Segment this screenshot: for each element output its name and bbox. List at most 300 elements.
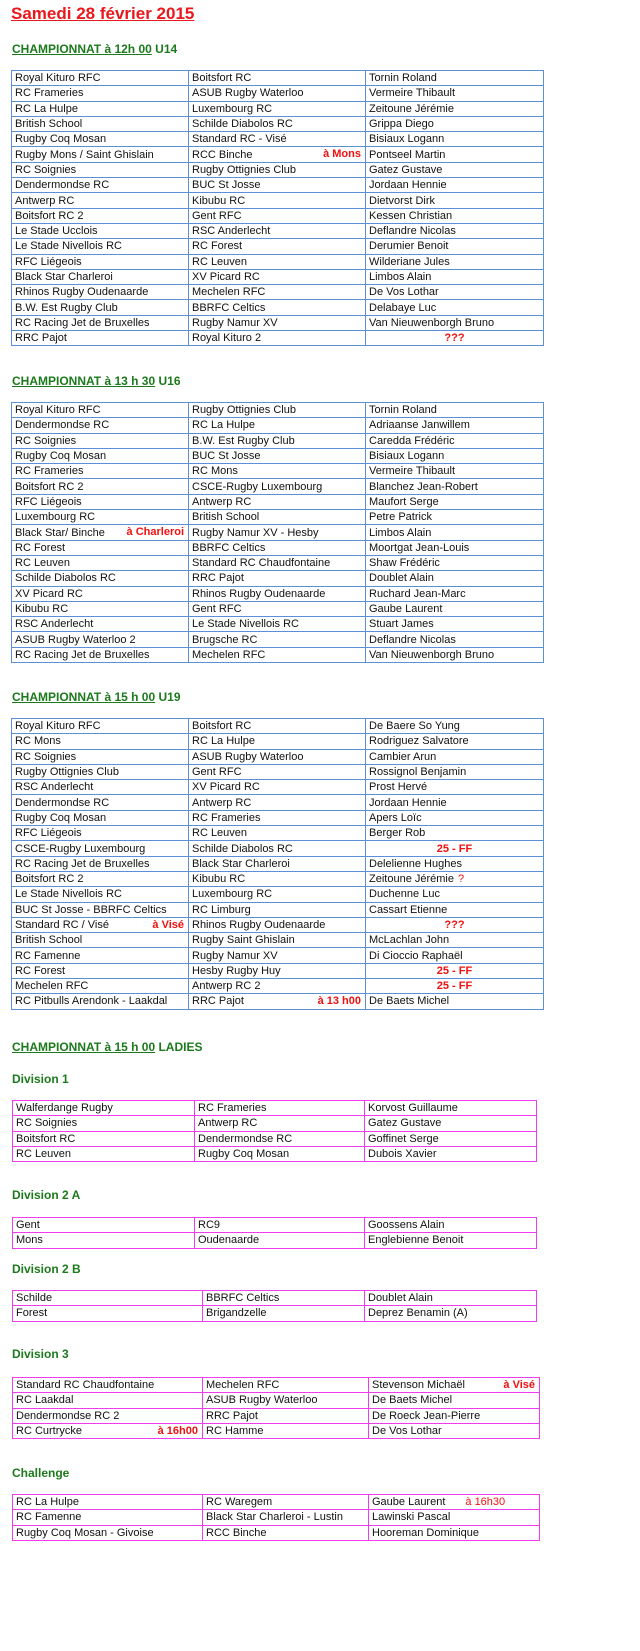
away-team-cell: BUC St Josse <box>189 178 366 193</box>
table-row <box>12 239 544 254</box>
match-table <box>12 1494 540 1541</box>
referee-cell: Doublet Alain <box>366 571 544 586</box>
away-team-cell: XV Picard RC <box>189 780 366 795</box>
referee-cell: Ruchard Jean-Marc <box>366 586 544 601</box>
home-team-cell: Royal Kituro RFC <box>12 403 189 418</box>
referee-cell: Hooreman Dominique <box>369 1525 540 1540</box>
table-row <box>12 780 544 795</box>
home-team-cell: RC Racing Jet de Bruxelles <box>12 856 189 871</box>
home-team-cell: Antwerp RC <box>12 193 189 208</box>
home-team-cell: Le Stade Ucclois <box>12 223 189 238</box>
home-team-cell: ASUB Rugby Waterloo 2 <box>12 632 189 647</box>
home-team-cell: RC Forest <box>12 540 189 555</box>
table-row <box>12 719 544 734</box>
referee-cell: Korvost Guillaume <box>365 1101 537 1116</box>
home-team-cell: Royal Kituro RFC <box>12 71 189 86</box>
referee-cell: Maufort Serge <box>366 494 544 509</box>
table-row <box>12 917 544 932</box>
home-team-cell: Schilde <box>13 1291 203 1306</box>
table-row <box>12 617 544 632</box>
home-team-cell <box>12 525 189 540</box>
table-row <box>12 948 544 963</box>
match-table <box>12 1290 537 1322</box>
away-team-cell: RC Frameries <box>189 810 366 825</box>
home-team-cell: Royal Kituro RFC <box>12 719 189 734</box>
table-row <box>12 116 544 131</box>
away-team-cell: Mechelen RFC <box>203 1378 369 1393</box>
referee-cell: Vermeire Thibault <box>366 464 544 479</box>
section-heading <box>12 690 181 704</box>
referee-cell: McLachlan John <box>366 933 544 948</box>
cell-text: Standard RC / Visé <box>15 919 109 931</box>
referee-cell: Delabaye Luc <box>366 300 544 315</box>
home-team-cell: RC Laakdal <box>13 1393 203 1408</box>
away-team-cell: BUC St Josse <box>189 448 366 463</box>
table-row <box>12 826 544 841</box>
table-row <box>12 525 544 540</box>
away-team-cell: ASUB Rugby Waterloo <box>189 86 366 101</box>
home-team-cell: RC La Hulpe <box>13 1495 203 1510</box>
referee-cell: Petre Patrick <box>366 510 544 525</box>
heading-category: U16 <box>155 374 181 388</box>
referee-cell: Kessen Christian <box>366 208 544 223</box>
away-team-cell: Rhinos Rugby Oudenaarde <box>189 917 366 932</box>
home-team-cell: Mechelen RFC <box>12 979 189 994</box>
referee-cell: Wilderiane Jules <box>366 254 544 269</box>
home-team-cell: Le Stade Nivellois RC <box>12 239 189 254</box>
away-team-cell: RC Hamme <box>203 1423 369 1438</box>
referee-cell: Prost Hervé <box>366 780 544 795</box>
away-team-cell: Kibubu RC <box>189 871 366 886</box>
table-row <box>13 1131 537 1146</box>
away-team-cell: Rugby Namur XV - Hesby <box>189 525 366 540</box>
referee-cell: De Baets Michel <box>366 994 544 1009</box>
home-team-cell: RC Leuven <box>12 555 189 570</box>
away-team-cell: Rugby Saint Ghislain <box>189 933 366 948</box>
away-team-cell: Le Stade Nivellois RC <box>189 617 366 632</box>
away-team-cell: RRC Pajot <box>189 571 366 586</box>
away-team-cell: RC9 <box>195 1218 365 1233</box>
table-row <box>12 193 544 208</box>
referee-cell: Apers Loïc <box>366 810 544 825</box>
away-team-cell: RC La Hulpe <box>189 418 366 433</box>
away-team-cell: Schilde Diabolos RC <box>189 841 366 856</box>
table-row <box>12 132 544 147</box>
referee-cell: Jordaan Hennie <box>366 178 544 193</box>
home-team-cell: Boitsfort RC 2 <box>12 208 189 223</box>
table-row <box>12 601 544 616</box>
table-row <box>12 285 544 300</box>
referee-cell: Limbos Alain <box>366 269 544 284</box>
red-note: à Visé <box>152 918 184 931</box>
referee-cell: Van Nieuwenborgh Bruno <box>366 315 544 330</box>
heading-category: U19 <box>155 690 181 704</box>
away-team-cell: Black Star Charleroi <box>189 856 366 871</box>
division-heading: Challenge <box>12 1466 70 1480</box>
table-row <box>12 223 544 238</box>
home-team-cell: Kibubu RC <box>12 601 189 616</box>
away-team-cell: Antwerp RC <box>189 494 366 509</box>
heading-time: CHAMPIONNAT à 12h 00 <box>12 42 152 56</box>
away-team-cell: RC Forest <box>189 239 366 254</box>
table-row <box>12 403 544 418</box>
home-team-cell: Dendermondse RC <box>12 178 189 193</box>
table-row <box>12 586 544 601</box>
table-row <box>13 1233 537 1248</box>
table-row <box>13 1116 537 1131</box>
division-heading: Division 3 <box>12 1347 69 1361</box>
referee-cell: Dubois Xavier <box>365 1146 537 1161</box>
home-team-cell: Rugby Coq Mosan - Givoise <box>13 1525 203 1540</box>
home-team-cell: Mons <box>13 1233 195 1248</box>
match-table <box>12 1217 537 1249</box>
away-team-cell: Rugby Ottignies Club <box>189 403 366 418</box>
away-team-cell: Kibubu RC <box>189 193 366 208</box>
away-team-cell: Hesby Rugby Huy <box>189 963 366 978</box>
away-team-cell: Rugby Coq Mosan <box>195 1146 365 1161</box>
red-note: à Visé <box>503 1379 535 1391</box>
away-team-cell: Brugsche RC <box>189 632 366 647</box>
away-team-cell: RC Leuven <box>189 826 366 841</box>
match-table <box>12 1100 537 1162</box>
referee-cell: Gatez Gustave <box>366 162 544 177</box>
red-note: ??? <box>444 919 465 931</box>
table-row <box>12 71 544 86</box>
away-team-cell: RC La Hulpe <box>189 734 366 749</box>
referee-cell: Tornin Roland <box>366 403 544 418</box>
home-team-cell: Rugby Coq Mosan <box>12 448 189 463</box>
heading-category: LADIES <box>155 1040 203 1054</box>
home-team-cell: Dendermondse RC <box>12 795 189 810</box>
table-row <box>13 1146 537 1161</box>
referee-cell: Bisiaux Logann <box>366 132 544 147</box>
referee-cell: Bisiaux Logann <box>366 448 544 463</box>
home-team-cell <box>13 1423 203 1438</box>
table-row <box>12 147 544 162</box>
red-note: ??? <box>444 332 465 345</box>
referee-cell: Caredda Frédéric <box>366 433 544 448</box>
table-row <box>13 1291 537 1306</box>
home-team-cell: XV Picard RC <box>12 586 189 601</box>
table-row <box>12 540 544 555</box>
table-row <box>12 254 544 269</box>
division-heading: Division 2 B <box>12 1262 81 1276</box>
table-row <box>12 902 544 917</box>
referee-cell: Englebienne Benoit <box>365 1233 537 1248</box>
table-row <box>13 1495 540 1510</box>
cell-text: RRC Pajot <box>192 995 244 1008</box>
section-heading <box>12 42 177 56</box>
home-team-cell: Schilde Diabolos RC <box>12 571 189 586</box>
away-team-cell: Mechelen RFC <box>189 285 366 300</box>
cell-text: RC Curtrycke <box>16 1425 83 1438</box>
table-row <box>12 856 544 871</box>
away-team-cell: Brigandzelle <box>203 1306 365 1321</box>
home-team-cell: RFC Liégeois <box>12 826 189 841</box>
home-team-cell: RSC Anderlecht <box>12 617 189 632</box>
cell-text: RCC Binche <box>192 148 253 161</box>
table-row <box>12 448 544 463</box>
page-title: Samedi 28 février 2015 <box>11 4 195 23</box>
table-row <box>13 1218 537 1233</box>
referee-cell: Van Nieuwenborgh Bruno <box>366 647 544 662</box>
away-team-cell: BBRFC Celtics <box>203 1291 365 1306</box>
match-table <box>11 70 544 346</box>
referee-cell <box>366 841 544 856</box>
division-heading: Division 2 A <box>12 1188 81 1202</box>
home-team-cell: British School <box>12 933 189 948</box>
away-team-cell: Antwerp RC 2 <box>189 979 366 994</box>
table-row <box>12 510 544 525</box>
referee-cell <box>369 1495 540 1510</box>
table-row <box>13 1378 540 1393</box>
referee-cell: Jordaan Hennie <box>366 795 544 810</box>
referee-cell: Cassart Etienne <box>366 902 544 917</box>
referee-cell: De Baets Michel <box>369 1393 540 1408</box>
table-row <box>12 555 544 570</box>
home-team-cell: RC Soignies <box>12 162 189 177</box>
table-row <box>12 632 544 647</box>
heading-time: CHAMPIONNAT à 13 h 30 <box>12 374 156 388</box>
cell-text: Stevenson Michaël <box>372 1379 465 1392</box>
table-row <box>12 433 544 448</box>
match-table <box>11 402 544 663</box>
home-team-cell: Dendermondse RC <box>12 418 189 433</box>
referee-cell: Blanchez Jean-Robert <box>366 479 544 494</box>
away-team-cell: Boitsfort RC <box>189 719 366 734</box>
referee-cell: Derumier Benoit <box>366 239 544 254</box>
red-note: ? <box>458 873 465 886</box>
referee-cell: Grippa Diego <box>366 116 544 131</box>
away-team-cell: RCC Binche <box>203 1525 369 1540</box>
red-note: 25 - FF <box>436 980 473 993</box>
away-team-cell: Boitsfort RC <box>189 71 366 86</box>
heading-time: CHAMPIONNAT à 15 h 00 <box>12 690 156 704</box>
away-team-cell: RC Limburg <box>189 902 366 917</box>
section-heading <box>12 374 181 388</box>
table-row <box>12 178 544 193</box>
match-table <box>11 718 544 1010</box>
away-team-cell: RSC Anderlecht <box>189 223 366 238</box>
away-team-cell: Rugby Ottignies Club <box>189 162 366 177</box>
home-team-cell: RC Racing Jet de Bruxelles <box>12 315 189 330</box>
home-team-cell: RSC Anderlecht <box>12 780 189 795</box>
referee-cell: Moortgat Jean-Louis <box>366 540 544 555</box>
away-team-cell: Rugby Namur XV <box>189 948 366 963</box>
referee-cell: Duchenne Luc <box>366 887 544 902</box>
referee-cell <box>366 963 544 978</box>
table-row <box>13 1510 540 1525</box>
away-team-cell: RRC Pajot <box>203 1408 369 1423</box>
home-team-cell: RC La Hulpe <box>12 101 189 116</box>
table-row <box>12 734 544 749</box>
home-team-cell: Rugby Ottignies Club <box>12 764 189 779</box>
table-row <box>13 1423 540 1438</box>
red-note: 25 - FF <box>436 842 473 855</box>
red-note: à 13 h00 <box>317 995 361 1008</box>
red-note: à Charleroi <box>126 526 184 539</box>
away-team-cell: Gent RFC <box>189 764 366 779</box>
home-team-cell: RC Frameries <box>12 86 189 101</box>
referee-cell: Vermeire Thibault <box>366 86 544 101</box>
red-note: à 16h30 <box>465 1496 506 1509</box>
table-row <box>12 86 544 101</box>
home-team-cell: Boitsfort RC 2 <box>12 479 189 494</box>
home-team-cell: Le Stade Nivellois RC <box>12 887 189 902</box>
referee-cell: De Roeck Jean-Pierre <box>369 1408 540 1423</box>
home-team-cell: Boitsfort RC <box>13 1131 195 1146</box>
referee-cell: Tornin Roland <box>366 71 544 86</box>
referee-cell: Limbos Alain <box>366 525 544 540</box>
referee-cell: De Vos Lothar <box>369 1423 540 1438</box>
referee-cell: Deflandre Nicolas <box>366 632 544 647</box>
home-team-cell: RC Soignies <box>12 749 189 764</box>
referee-cell: Berger Rob <box>366 826 544 841</box>
home-team-cell: Walferdange Rugby <box>13 1101 195 1116</box>
home-team-cell: CSCE-Rugby Luxembourg <box>12 841 189 856</box>
referee-cell: Adriaanse Janwillem <box>366 418 544 433</box>
home-team-cell: RFC Liégeois <box>12 254 189 269</box>
home-team-cell <box>12 917 189 932</box>
home-team-cell: Dendermondse RC 2 <box>13 1408 203 1423</box>
table-row <box>12 979 544 994</box>
referee-cell: Delelienne Hughes <box>366 856 544 871</box>
home-team-cell: RC Famenne <box>13 1510 203 1525</box>
table-row <box>12 464 544 479</box>
away-team-cell: Black Star Charleroi - Lustin <box>203 1510 369 1525</box>
home-team-cell: RC Forest <box>12 963 189 978</box>
referee-cell: Deprez Benamin (A) <box>365 1306 537 1321</box>
table-row <box>12 494 544 509</box>
referee-cell: Deflandre Nicolas <box>366 223 544 238</box>
home-team-cell: BUC St Josse - BBRFC Celtics <box>12 902 189 917</box>
referee-cell: Cambier Arun <box>366 749 544 764</box>
table-row <box>12 162 544 177</box>
table-row <box>12 749 544 764</box>
cell-text: Gaube Laurent <box>372 1496 446 1509</box>
home-team-cell: Rugby Mons / Saint Ghislain <box>12 147 189 162</box>
home-team-cell: Luxembourg RC <box>12 510 189 525</box>
away-team-cell: CSCE-Rugby Luxembourg <box>189 479 366 494</box>
referee-cell <box>366 979 544 994</box>
away-team-cell: Oudenaarde <box>195 1233 365 1248</box>
table-row <box>12 208 544 223</box>
away-team-cell: Royal Kituro 2 <box>189 331 366 346</box>
away-team-cell: Standard RC - Visé <box>189 132 366 147</box>
cell-text: Zeitoune Jérémie <box>369 873 454 886</box>
home-team-cell: RFC Liégeois <box>12 494 189 509</box>
away-team-cell: Rugby Namur XV <box>189 315 366 330</box>
division-heading: Division 1 <box>12 1072 69 1086</box>
away-team-cell: RC Waregem <box>203 1495 369 1510</box>
away-team-cell: RC Frameries <box>195 1101 365 1116</box>
away-team-cell: Luxembourg RC <box>189 101 366 116</box>
referee-cell: Gaube Laurent <box>366 601 544 616</box>
table-row <box>12 933 544 948</box>
table-row <box>13 1525 540 1540</box>
away-team-cell: Luxembourg RC <box>189 887 366 902</box>
table-row <box>12 418 544 433</box>
table-row <box>12 331 544 346</box>
table-row <box>12 101 544 116</box>
referee-cell <box>366 917 544 932</box>
referee-cell: Rossignol Benjamin <box>366 764 544 779</box>
away-team-cell: Schilde Diabolos RC <box>189 116 366 131</box>
referee-cell: Dietvorst Dirk <box>366 193 544 208</box>
referee-cell: Shaw Frédéric <box>366 555 544 570</box>
referee-cell: De Vos Lothar <box>366 285 544 300</box>
referee-cell <box>366 871 544 886</box>
away-team-cell: Antwerp RC <box>195 1116 365 1131</box>
table-row <box>12 841 544 856</box>
referee-cell: De Baere So Yung <box>366 719 544 734</box>
away-team-cell: B.W. Est Rugby Club <box>189 433 366 448</box>
home-team-cell: RC Pitbulls Arendonk - Laakdal <box>12 994 189 1009</box>
home-team-cell: RC Famenne <box>12 948 189 963</box>
table-row <box>12 795 544 810</box>
match-table <box>12 1377 540 1439</box>
home-team-cell: RC Frameries <box>12 464 189 479</box>
referee-cell: Lawinski Pascal <box>369 1510 540 1525</box>
referee-cell: Di Cioccio Raphaël <box>366 948 544 963</box>
away-team-cell: BBRFC Celtics <box>189 540 366 555</box>
away-team-cell: Mechelen RFC <box>189 647 366 662</box>
home-team-cell: Boitsfort RC 2 <box>12 871 189 886</box>
home-team-cell: B.W. Est Rugby Club <box>12 300 189 315</box>
away-team-cell: Rhinos Rugby Oudenaarde <box>189 586 366 601</box>
away-team-cell: Gent RFC <box>189 601 366 616</box>
referee-cell: Stuart James <box>366 617 544 632</box>
home-team-cell: Black Star Charleroi <box>12 269 189 284</box>
referee-cell: Goffinet Serge <box>365 1131 537 1146</box>
referee-cell: Doublet Alain <box>365 1291 537 1306</box>
away-team-cell: RC Leuven <box>189 254 366 269</box>
away-team-cell: Gent RFC <box>189 208 366 223</box>
table-row <box>12 300 544 315</box>
away-team-cell: Antwerp RC <box>189 795 366 810</box>
table-row <box>12 764 544 779</box>
referee-cell: Zeitoune Jérémie <box>366 101 544 116</box>
home-team-cell: Standard RC Chaudfontaine <box>13 1378 203 1393</box>
red-note: à 16h00 <box>157 1424 198 1437</box>
away-team-cell: ASUB Rugby Waterloo <box>189 749 366 764</box>
referee-cell <box>369 1378 540 1393</box>
home-team-cell: RC Mons <box>12 734 189 749</box>
away-team-cell <box>189 994 366 1009</box>
home-team-cell: RC Leuven <box>13 1146 195 1161</box>
referee-cell: Gatez Gustave <box>365 1116 537 1131</box>
away-team-cell: ASUB Rugby Waterloo <box>203 1393 369 1408</box>
table-row <box>12 994 544 1009</box>
home-team-cell: Rugby Coq Mosan <box>12 810 189 825</box>
home-team-cell: Rhinos Rugby Oudenaarde <box>12 285 189 300</box>
table-row <box>13 1408 540 1423</box>
home-team-cell: Rugby Coq Mosan <box>12 132 189 147</box>
away-team-cell: British School <box>189 510 366 525</box>
referee-cell: Rodriguez Salvatore <box>366 734 544 749</box>
home-team-cell: RC Racing Jet de Bruxelles <box>12 647 189 662</box>
away-team-cell: BBRFC Celtics <box>189 300 366 315</box>
table-row <box>13 1393 540 1408</box>
table-row <box>12 871 544 886</box>
away-team-cell: RC Mons <box>189 464 366 479</box>
away-team-cell: Dendermondse RC <box>195 1131 365 1146</box>
table-row <box>12 963 544 978</box>
table-row <box>12 479 544 494</box>
red-note: à Mons <box>323 148 361 161</box>
home-team-cell: Gent <box>13 1218 195 1233</box>
heading-category: U14 <box>151 42 178 56</box>
